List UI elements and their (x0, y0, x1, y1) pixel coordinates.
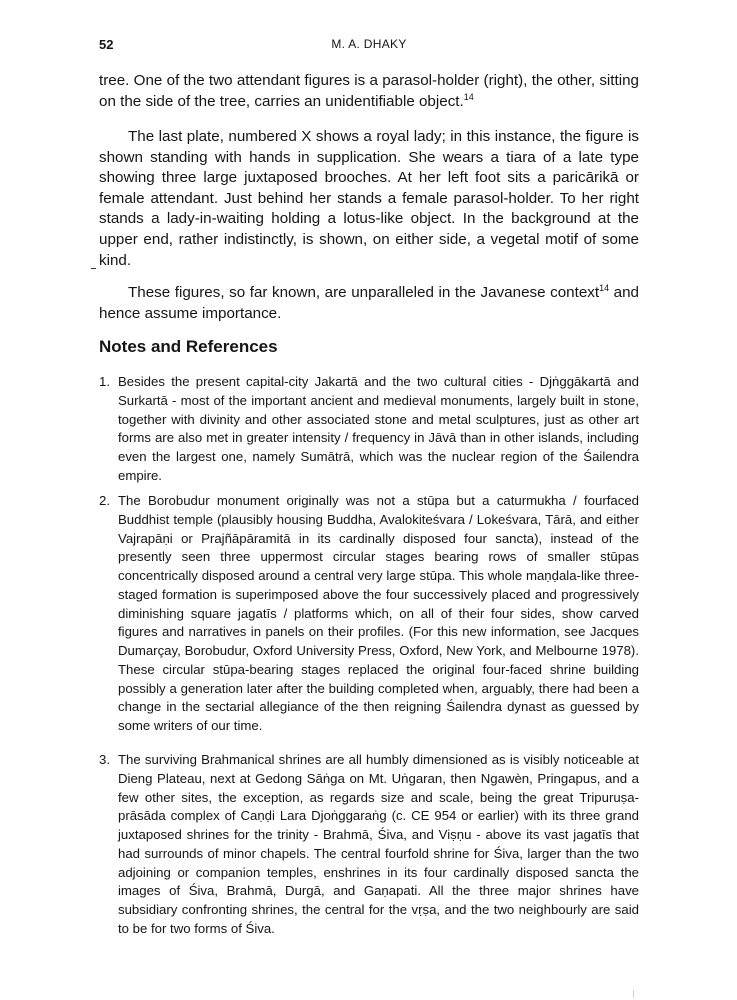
note-number: 3. (99, 752, 110, 767)
note-item (99, 751, 639, 939)
note-item (99, 492, 639, 736)
footnote-ref: 14 (463, 91, 474, 102)
page-number: 52 (99, 37, 114, 52)
running-title: M. A. DHAKY (331, 37, 407, 51)
note-text: The Borobudur monument originally was not a stūpa but a caturmukha / fourfaced Buddhist temple (plausibly housing Buddha, Avalokiteśvara / Lokeśvara, Tārā, and either Vajrapāṇi or Prajñāpāramitā in its cardinally disposed four sancta), instead of the presently seen three uppermost circular stages bearing rows of smaller stūpas concentrically disposed around a central very large stūpa. This whole maṇḍala-like three-staged formation is superimposed above the four successively placed and progressively diminishing square jagatīs / platforms which, on all of their four sides, show carved figures and narratives in panels on their profiles. (For this new information, see Jacques Dumarçay, Borobudur, Oxford University Press, Oxford, New York, and Melbourne 1978). These circular stūpa-bearing stages replaced the original four-faced shrine building possibly a generation later after the building completed when, arguably, there had been a change in the sectarial allegiance of the then reigning Śailendra dynast as guessed by some writers of our time. (118, 493, 639, 733)
body-paragraph-3: These figures, so far known, are unparalleled in the Javanese context$^{14}$ and hence assume importance. (99, 282, 640, 322)
footnote-ref: 14 (599, 282, 610, 293)
paragraph-3-text: These figures, so far known, are unparalleled in the Javanese context (128, 284, 600, 301)
body-paragraph-1 (99, 71, 639, 112)
section-heading: Notes and References (99, 337, 278, 356)
scan-mark (91, 268, 96, 269)
page-header (99, 37, 639, 55)
note-item (99, 373, 639, 486)
note-number: 2. (99, 493, 110, 508)
note-text: The surviving Brahmanical shrines are all humbly dimensioned as is visibly noticeable at Dieng Plateau, next at Gedong Sāṅga on Mt. Uṅgaran, then Ngawèn, Pringapus, and a few other sites, the exception, as regards size and scale, being the great Tripuruṣa-prāsāda complex of Caṇḍi Lara Djoṅggaraṅg (c. CE 954 or earlier) with its three grand juxtaposed shrines for the trinity - Brahmā, Śiva, and Viṣṇu - above its vast jagatīs that had surrounds of minor chapels. The central fourfold shrine for Śiva, larger than the two adjoining or companion temples, enshrines in its four cardinally disposed sancta the images of Śiva, Brahmā, Durgā, and Gaṇapati. All the three major shrines have subsidiary confronting shrines, the central for the vṛṣa, and the two neighbourly are said to be for two forms of Śiva. (118, 752, 639, 936)
scan-edge-mark (633, 990, 634, 998)
note-text: Besides the present capital-city Jakartā and the two cultural cities - Djṅggākartā and Surkartā - most of the important ancient and medieval monuments, largely built in stone, together with divinity and other associated stone and metal sculptures, just as other art forms are also met in greater intensity / frequency in Jāvā than in other islands, including even the largest one, namely Sumātrā, which was the nuclear region of the Śailendra empire. (118, 374, 639, 483)
note-number: 1. (99, 374, 110, 389)
body-paragraph-2: The last plate, numbered X shows a royal lady; in this instance, the figure is shown standing with hands in supplication. She wears a tiara of a late type showing three large juxtaposed brooches. At her left foot sits a paricārikā or female attendant. Just behind her stands a female parasol-holder. To her right stands a lady-in-waiting holding a lotus-like object. In the background at the upper end, rather indistinctly, is shown, on either side, a vegetal motif of some kind. (99, 128, 639, 269)
paragraph-1-text: tree. One of the two attendant figures is a parasol-holder (right), the other, sitting on the side of the tree, carries an unidentifiable object. (99, 72, 639, 110)
